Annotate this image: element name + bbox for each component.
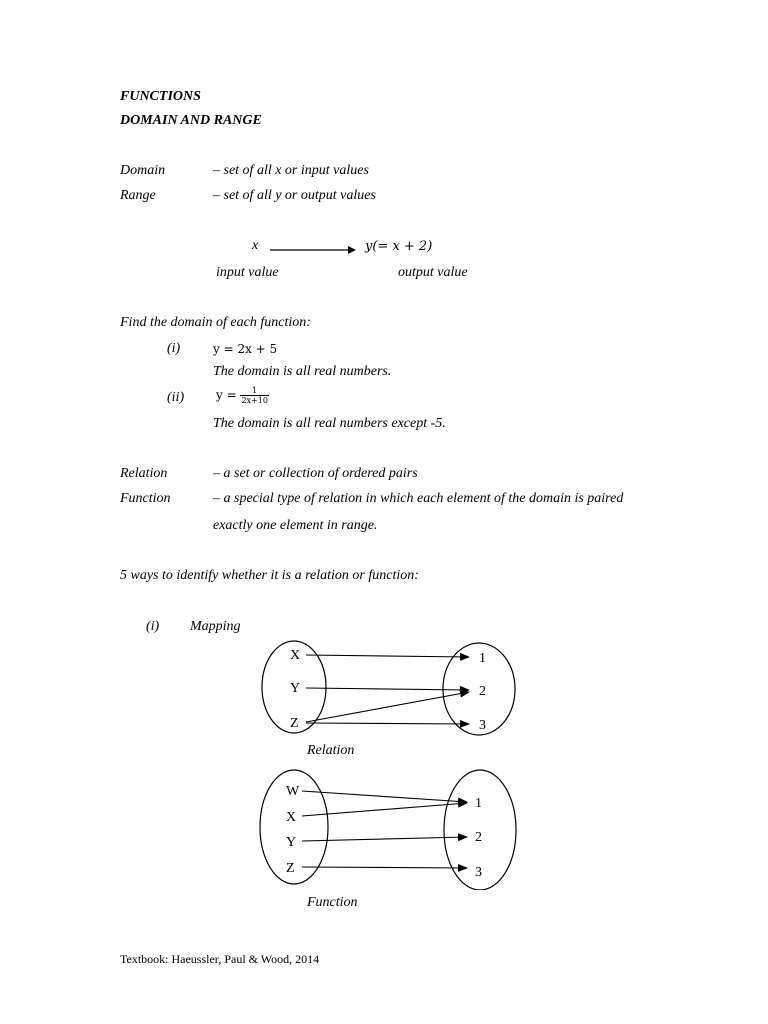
io-arrow — [268, 244, 358, 256]
desc-function: – a special type of relation in which each element of the domain is paired — [213, 491, 624, 506]
relation-arrow-x-1 — [306, 655, 469, 657]
example-1-equation: y = 2x + 5 — [213, 342, 278, 356]
desc-function-continued: exactly one element in range. — [213, 518, 378, 533]
term-function: Function — [120, 491, 171, 506]
term-relation: Relation — [120, 466, 168, 481]
function-mapping-diagram — [250, 766, 530, 890]
ways-intro: 5 ways to identify whether it is a relation or function: — [120, 568, 419, 583]
function-domain-y: Y — [286, 835, 297, 850]
example-1-answer: The domain is all real numbers. — [213, 364, 392, 379]
fraction-numerator: 1 — [240, 386, 268, 396]
ways-first-number: (i) — [146, 619, 160, 634]
domain-prompt: Find the domain of each function: — [120, 315, 311, 330]
function-domain-w: W — [286, 784, 300, 799]
function-range-2: 2 — [475, 830, 482, 845]
relation-domain-y: Y — [290, 681, 301, 696]
relation-range-3: 3 — [479, 718, 486, 733]
relation-mapping-diagram — [250, 638, 530, 738]
function-domain-z: Z — [286, 861, 295, 876]
input-value-label: input value — [216, 265, 279, 280]
relation-arrow-z-3 — [306, 723, 469, 724]
relation-range-1: 1 — [479, 651, 486, 666]
function-range-3: 3 — [475, 865, 482, 880]
term-domain: Domain — [120, 163, 166, 178]
example-2-fraction — [240, 386, 268, 405]
output-expression: y(= x + 2) — [365, 239, 433, 254]
fraction-denominator: 2x+10 — [241, 396, 268, 405]
example-1-number: (i) — [167, 341, 181, 356]
function-arrow-w-1 — [302, 791, 467, 802]
example-2-number: (ii) — [167, 390, 185, 405]
function-range-1: 1 — [475, 796, 482, 811]
example-2-equation — [216, 386, 269, 405]
relation-caption: Relation — [307, 743, 355, 758]
heading-functions: FUNCTIONS — [120, 89, 201, 104]
relation-arrow-y-2 — [306, 688, 469, 690]
input-symbol: x — [252, 238, 259, 253]
relation-arrow-z-2 — [306, 692, 469, 722]
example-2-answer: The domain is all real numbers except -5. — [213, 416, 446, 431]
desc-range: – set of all y or output values — [213, 188, 376, 203]
relation-domain-z: Z — [290, 716, 299, 731]
desc-relation: – a set or collection of ordered pairs — [213, 466, 418, 481]
desc-domain: – set of all x or input values — [213, 163, 369, 178]
footer-citation: Textbook: Haeussler, Paul & Wood, 2014 — [120, 952, 320, 966]
output-value-label: output value — [398, 265, 468, 280]
function-arrow-z-3 — [302, 867, 467, 868]
relation-range-2: 2 — [479, 684, 486, 699]
heading-domain-range: DOMAIN AND RANGE — [120, 113, 262, 128]
term-range: Range — [120, 188, 156, 203]
example-2-lhs: y = — [216, 388, 237, 402]
ways-first-label: Mapping — [190, 619, 241, 634]
function-caption: Function — [307, 895, 358, 910]
relation-domain-x: X — [290, 648, 301, 663]
function-domain-x: X — [286, 810, 297, 825]
